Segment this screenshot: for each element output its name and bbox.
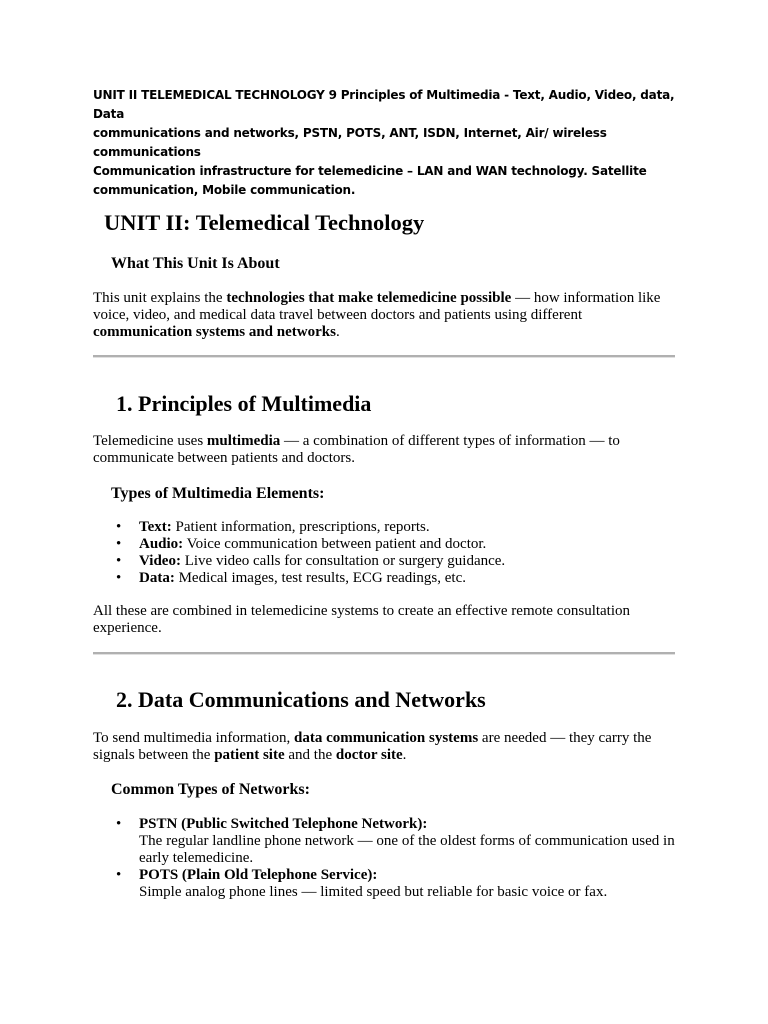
list-item: • Audio: Voice communication between patient and doctor. [93, 536, 675, 553]
syllabus-summary [93, 86, 675, 200]
about-paragraph: This unit explains the technologies that make telemedicine possible — how information like voice, video, and medical data travel between doctors and patients using different communication systems and networks. [93, 290, 661, 340]
section-divider [93, 652, 675, 655]
list-item: • PSTN (Public Switched Telephone Network): The regular landline phone network — one of the oldest forms of communication used in early telemedicine. [93, 816, 675, 867]
multimedia-elements-list [93, 519, 675, 587]
section2-intro: To send multimedia information, data communication systems are needed — they carry the signals between the patient site and the doctor site. [93, 730, 652, 763]
section2-title: 2. Data Communications and Networks [116, 687, 486, 712]
list-item: • Video: Live video calls for consultation or surgery guidance. [93, 553, 675, 570]
network-types-list [93, 816, 675, 901]
about-heading: What This Unit Is About [111, 255, 280, 272]
section1-subheading: Types of Multimedia Elements: [111, 485, 325, 502]
section1-title: 1. Principles of Multimedia [116, 391, 372, 416]
syllabus-line: UNIT II TELEMEDICAL TECHNOLOGY 9 Principles of Multimedia - Text, Audio, Video, data, Data [93, 88, 675, 121]
syllabus-line: communication, Mobile communication. [93, 183, 356, 197]
section1-intro: Telemedicine uses multimedia — a combination of different types of information — to communicate between patients and doctors. [93, 433, 620, 466]
list-item: • Text: Patient information, prescriptions, reports. [93, 519, 675, 536]
section-divider [93, 355, 675, 358]
unit-title: UNIT II: Telemedical Technology [104, 210, 425, 235]
section1-closing: All these are combined in telemedicine systems to create an effective remote consultation experience. [93, 603, 631, 636]
syllabus-line: Communication infrastructure for telemedicine – LAN and WAN technology. Satellite [93, 164, 647, 178]
list-item: • POTS (Plain Old Telephone Service): Simple analog phone lines — limited speed but reliable for basic voice or fax. [93, 867, 675, 901]
section2-subheading: Common Types of Networks: [111, 781, 310, 798]
syllabus-line: communications and networks, PSTN, POTS, ANT, ISDN, Internet, Air/ wireless communications [93, 126, 607, 159]
list-item: • Data: Medical images, test results, ECG readings, etc. [93, 570, 675, 587]
